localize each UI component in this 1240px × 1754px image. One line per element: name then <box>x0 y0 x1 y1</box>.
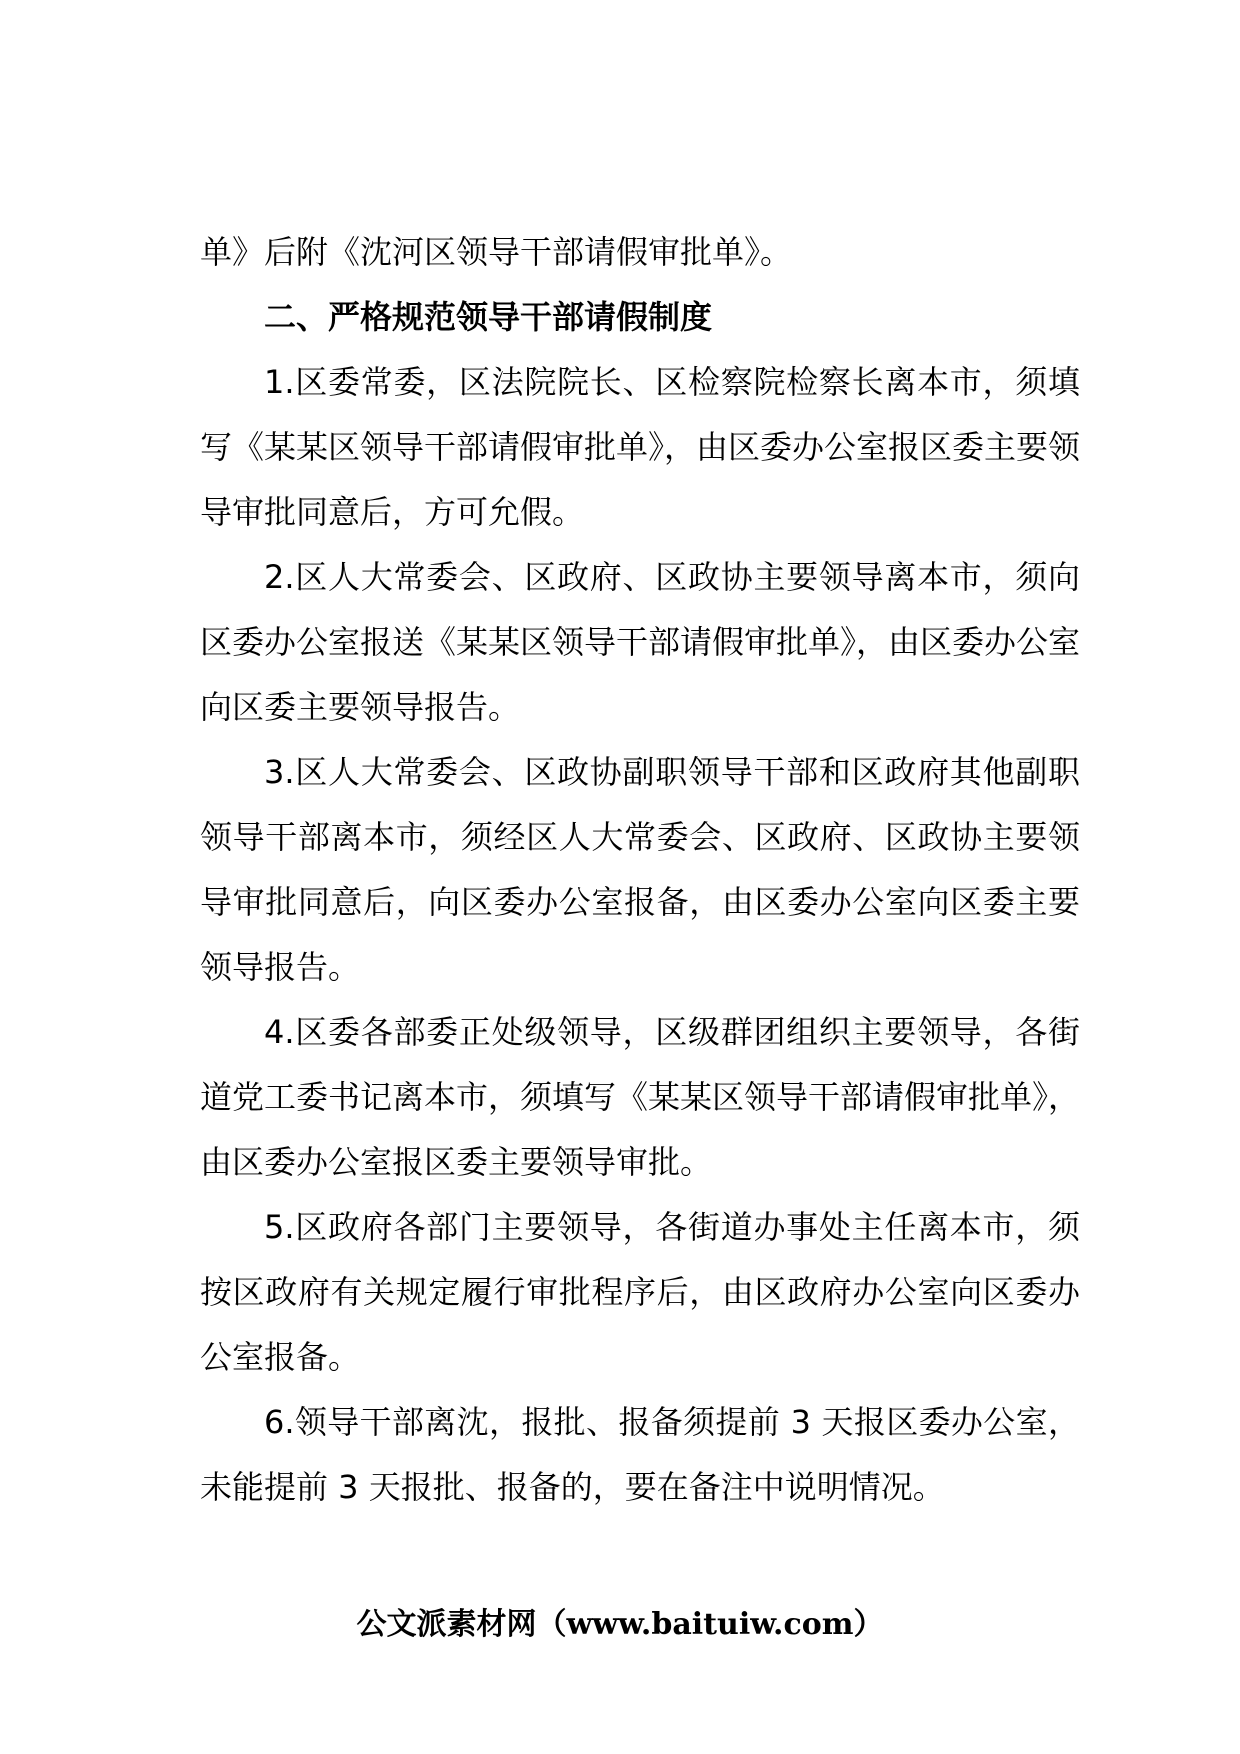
list-item-1: 1.区委常委，区法院院长、区检察院检察长离本市，须填写《某某区领导干部请假审批单》，由区委办公室报区委主要领导审批同意后，方可允假。 <box>200 363 1081 531</box>
footer-watermark: 公文派素材网（www.baituiw.com） <box>356 1607 884 1642</box>
document-body <box>200 220 1080 1520</box>
list-item-4: 4.区委各部委正处级领导，区级群团组织主要领导，各街道党工委书记离本市，须填写《某某区领导干部请假审批单》，由区委办公室报区委主要领导审批。 <box>200 1013 1081 1181</box>
list-item-5: 5.区政府各部门主要领导，各街道办事处主任离本市，须按区政府有关规定履行审批程序后，由区政府办公室向区委办公室报备。 <box>200 1208 1080 1376</box>
list-item-3: 3.区人大常委会、区政协副职领导干部和区政府其他副职领导干部离本市，须经区人大常委会、区政府、区政协主要领导审批同意后，向区委办公室报备，由区委办公室向区委主要领导报告。 <box>200 753 1080 986</box>
list-item-6: 6.领导干部离沈，报批、报备须提前 3 天报区委办公室，未能提前 3 天报批、报备的，要在备注中说明情况。 <box>200 1403 1080 1506</box>
list-item-2: 2.区人大常委会、区政府、区政协主要领导离本市，须向区委办公室报送《某某区领导干部请假审批单》，由区委办公室向区委主要领导报告。 <box>200 558 1081 726</box>
section-heading: 二、严格规范领导干部请假制度 <box>264 298 713 336</box>
continuation-paragraph: 单》后附《沈河区领导干部请假审批单》。 <box>200 233 793 271</box>
